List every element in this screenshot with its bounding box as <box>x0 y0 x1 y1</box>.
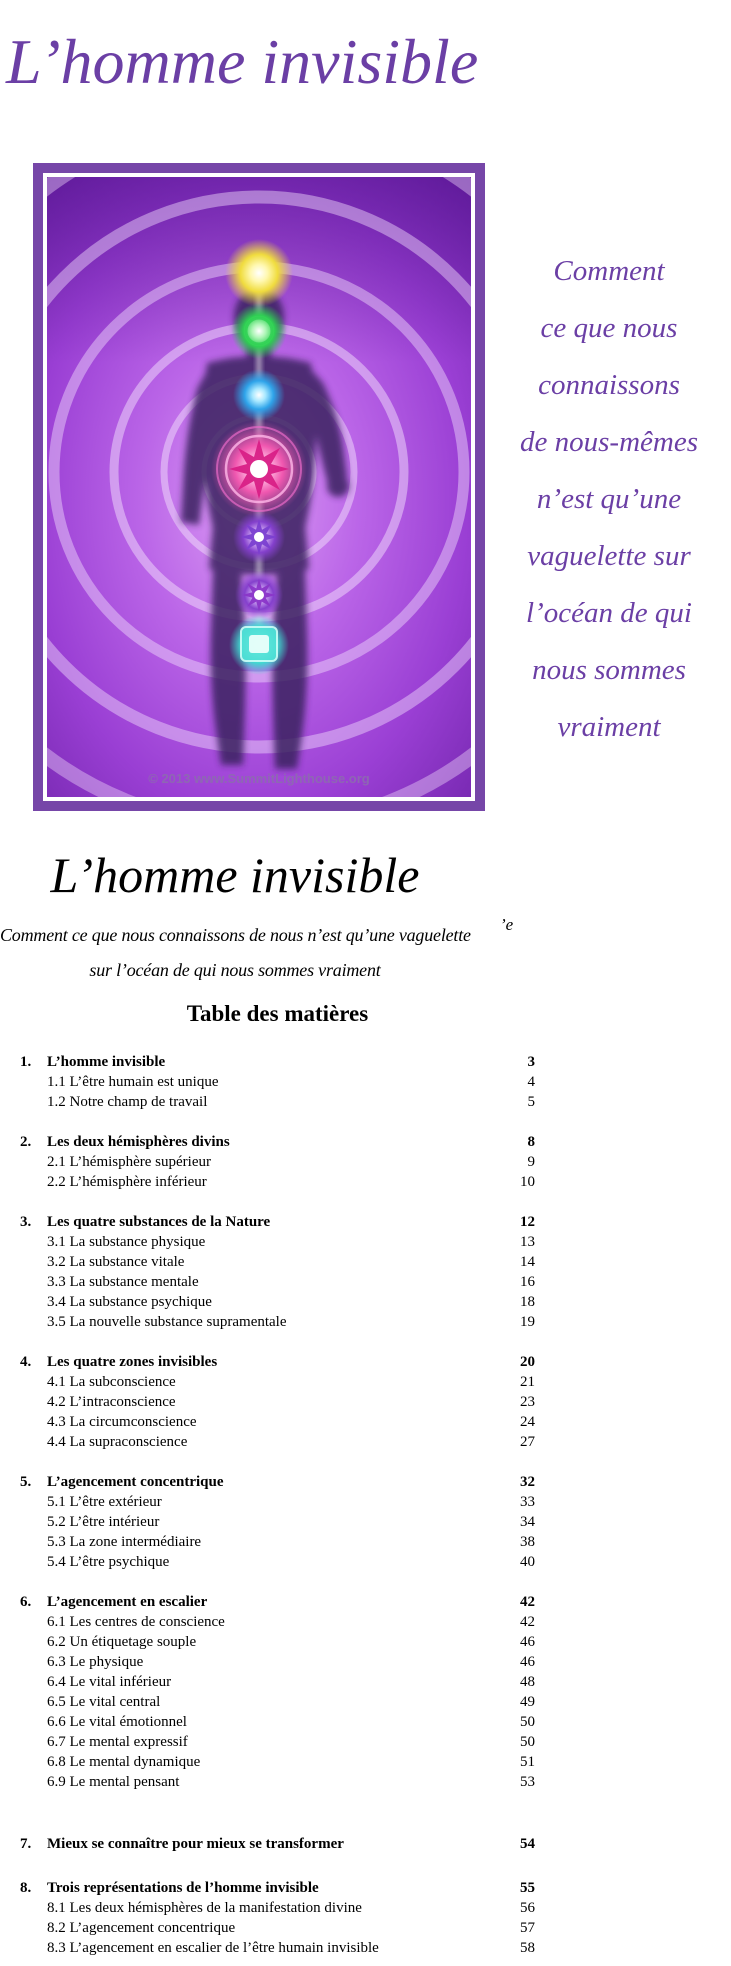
toc-page-number: 32 <box>520 1474 535 1490</box>
toc-page-number: 27 <box>520 1434 535 1450</box>
toc-entry-label: 1.2 Notre champ de travail <box>47 1094 208 1110</box>
side-quote-line: nous sommes <box>532 654 686 686</box>
page-title: L’homme invisible <box>6 26 479 97</box>
toc-entry-label: 6.5 Le vital central <box>47 1694 161 1710</box>
chakra-blue <box>233 369 285 421</box>
toc-section-title: L’agencement concentrique <box>47 1474 224 1490</box>
toc-page-number: 18 <box>520 1294 535 1310</box>
toc-entry <box>20 1652 535 1672</box>
chakra-solar <box>233 511 285 563</box>
toc-page-number: 53 <box>520 1774 535 1790</box>
toc-entry <box>20 1672 535 1692</box>
toc-entry-label: 6.3 Le physique <box>47 1654 144 1670</box>
toc-section-heading <box>20 1132 535 1152</box>
toc-entry <box>20 1172 535 1192</box>
toc-entry-label: 4.2 L’intraconscience <box>47 1394 176 1410</box>
toc-entry <box>20 1252 535 1272</box>
toc-section-number: 2. <box>20 1134 32 1150</box>
toc-page-number: 42 <box>520 1594 535 1610</box>
toc-section-number: 3. <box>20 1214 32 1230</box>
toc-entry-label: 6.4 Le vital inférieur <box>47 1674 172 1690</box>
chakra-crown <box>225 239 293 307</box>
toc-section-title: L’agencement en escalier <box>47 1594 208 1610</box>
toc-entry-label: 3.1 La substance physique <box>47 1234 206 1250</box>
toc-section <box>20 1592 535 1792</box>
toc-entry-label: 1.1 L’être humain est unique <box>47 1074 219 1090</box>
toc-title: Table des matières <box>186 1001 369 1026</box>
toc-section <box>20 1834 535 1854</box>
toc-entry <box>20 1732 535 1752</box>
toc-section <box>20 1472 535 1572</box>
toc-entry <box>20 1312 535 1332</box>
toc-entry <box>20 1532 535 1552</box>
toc-entry-label: 6.9 Le mental pensant <box>47 1774 180 1790</box>
toc-page-number: 50 <box>520 1714 535 1730</box>
toc-page-number: 24 <box>520 1414 535 1430</box>
toc-entry <box>20 1692 535 1712</box>
toc-page-number: 3 <box>527 1054 535 1070</box>
toc-entry-label: 6.1 Les centres de conscience <box>47 1614 225 1630</box>
toc-page-number: 34 <box>520 1514 535 1530</box>
toc-entry-label: 5.3 La zone intermédiaire <box>47 1534 202 1550</box>
subtitle-line-1: Comment ce que nous connaissons de nous n’est qu’une vaguelette <box>0 925 471 945</box>
toc-entry <box>20 1612 535 1632</box>
toc-page-number: 20 <box>520 1354 535 1370</box>
side-quote-line: vraiment <box>557 711 661 743</box>
toc-page-number: 40 <box>520 1554 535 1570</box>
toc-section-heading <box>20 1212 535 1232</box>
toc-page-number: 33 <box>520 1494 535 1510</box>
toc-entry-label: 8.3 L’agencement en escalier de l’être humain invisible <box>47 1940 379 1956</box>
side-quote-line: de nous-mêmes <box>520 426 698 458</box>
toc-section-title: Trois représentations de l’homme invisible <box>47 1880 319 1896</box>
toc-entry-label: 6.6 Le vital émotionnel <box>47 1714 187 1730</box>
toc-section-title: Mieux se connaître pour mieux se transformer <box>47 1836 344 1852</box>
chakra-green <box>231 303 287 359</box>
toc-entry <box>20 1938 535 1958</box>
toc-page-number: 42 <box>520 1614 535 1630</box>
toc-section <box>20 1352 535 1452</box>
toc-page-number: 38 <box>520 1534 535 1550</box>
toc-section-number: 5. <box>20 1474 32 1490</box>
toc-page-number: 49 <box>520 1694 535 1710</box>
toc-section-number: 7. <box>20 1836 32 1852</box>
toc-section <box>20 1052 535 1112</box>
toc-entry-label: 6.2 Un étiquetage souple <box>47 1634 197 1650</box>
toc-sections <box>20 1052 535 1958</box>
toc-entry-label: 3.3 La substance mentale <box>47 1274 199 1290</box>
toc-entry <box>20 1412 535 1432</box>
toc-entry <box>20 1092 535 1112</box>
toc-entry-label: 5.1 L’être extérieur <box>47 1494 162 1510</box>
chakra-sacral <box>235 571 283 619</box>
toc-entry <box>20 1392 535 1412</box>
cover-image-frame <box>33 163 485 811</box>
toc-section-title: L’homme invisible <box>47 1054 166 1070</box>
toc-entry-label: 4.4 La supraconscience <box>47 1434 188 1450</box>
table-of-contents <box>20 998 535 1958</box>
toc-page-number: 13 <box>520 1234 535 1250</box>
toc-entry <box>20 1232 535 1252</box>
toc-entry-label: 5.2 L’être intérieur <box>47 1514 160 1530</box>
toc-entry-label: 6.7 Le mental expressif <box>47 1734 188 1750</box>
toc-section-title: Les quatre zones invisibles <box>47 1354 218 1370</box>
toc-page-number: 14 <box>520 1254 535 1270</box>
side-quote-line: Comment <box>553 255 665 287</box>
side-quote-line: connaissons <box>538 369 680 401</box>
toc-page-number: 21 <box>520 1374 535 1390</box>
side-quote-line: l’océan de qui <box>526 597 692 629</box>
toc-entry <box>20 1152 535 1172</box>
toc-entry-label: 4.3 La circumconscience <box>47 1414 197 1430</box>
toc-page-number: 58 <box>520 1940 535 1956</box>
side-quote-line: ce que nous <box>540 312 678 344</box>
subtitle-line-2: sur l’océan de qui nous sommes vraiment <box>89 960 381 980</box>
toc-entry-label: 6.8 Le mental dynamique <box>47 1754 201 1770</box>
toc-entry-label: 3.4 La substance psychique <box>47 1294 212 1310</box>
toc-entry <box>20 1898 535 1918</box>
toc-entry <box>20 1072 535 1092</box>
toc-section <box>20 1132 535 1192</box>
toc-section <box>20 1878 535 1958</box>
side-quote-line: vaguelette sur <box>527 540 691 572</box>
toc-entry <box>20 1292 535 1312</box>
toc-entry <box>20 1632 535 1652</box>
toc-entry <box>20 1512 535 1532</box>
toc-page-number: 48 <box>520 1674 535 1690</box>
toc-page-number: 54 <box>520 1836 535 1852</box>
toc-section-heading <box>20 1472 535 1492</box>
toc-entry-label: 5.4 L’être psychique <box>47 1554 170 1570</box>
toc-page-number: 23 <box>520 1394 535 1410</box>
toc-entry-label: 2.1 L’hémisphère supérieur <box>47 1154 211 1170</box>
chakra-figure-image <box>47 177 471 797</box>
toc-section-number: 8. <box>20 1880 32 1896</box>
toc-section-title: Les deux hémisphères divins <box>47 1134 230 1150</box>
toc-page-number: 8 <box>527 1134 535 1150</box>
toc-section-heading <box>20 1352 535 1372</box>
stray-superscript: ’e <box>500 915 514 934</box>
toc-entry-label: 8.1 Les deux hémisphères de la manifestation divine <box>47 1900 362 1916</box>
toc-entry-label: 2.2 L’hémisphère inférieur <box>47 1174 207 1190</box>
toc-entry <box>20 1918 535 1938</box>
image-watermark: © 2013 www.SummitLighthouse.org <box>148 771 370 786</box>
toc-page-number: 9 <box>527 1154 535 1170</box>
toc-section-heading <box>20 1834 535 1854</box>
toc-page-number: 57 <box>520 1920 535 1936</box>
toc-page-number: 46 <box>520 1634 535 1650</box>
toc-page-number: 50 <box>520 1734 535 1750</box>
toc-entry-label: 4.1 La subconscience <box>47 1374 176 1390</box>
toc-entry <box>20 1492 535 1512</box>
toc-page-number: 16 <box>520 1274 535 1290</box>
toc-section-number: 4. <box>20 1354 32 1370</box>
toc-section-heading <box>20 1052 535 1072</box>
book-title: L’homme invisible <box>50 847 420 903</box>
toc-section-heading <box>20 1878 535 1898</box>
toc-page-number: 51 <box>520 1754 535 1770</box>
toc-entry-label: 8.2 L’agencement concentrique <box>47 1920 236 1936</box>
toc-section <box>20 1212 535 1332</box>
toc-page-number: 56 <box>520 1900 535 1916</box>
toc-entry-label: 3.5 La nouvelle substance supramentale <box>47 1314 287 1330</box>
toc-page-number: 19 <box>520 1314 535 1330</box>
toc-section-number: 1. <box>20 1054 32 1070</box>
side-quote-line: n’est qu’une <box>536 483 682 515</box>
toc-entry <box>20 1552 535 1572</box>
toc-entry <box>20 1712 535 1732</box>
toc-page-number: 4 <box>527 1074 535 1090</box>
toc-section-title: Les quatre substances de la Nature <box>47 1214 271 1230</box>
toc-entry <box>20 1432 535 1452</box>
toc-entry-label: 3.2 La substance vitale <box>47 1254 185 1270</box>
toc-entry <box>20 1772 535 1792</box>
toc-entry <box>20 1272 535 1292</box>
side-quote <box>487 243 731 756</box>
chakra-base-square <box>229 615 289 675</box>
toc-section-number: 6. <box>20 1594 32 1610</box>
toc-entry <box>20 1752 535 1772</box>
toc-page-number: 5 <box>527 1094 535 1110</box>
chakra-heart <box>211 421 307 517</box>
toc-page-number: 10 <box>520 1174 535 1190</box>
toc-section-heading <box>20 1592 535 1612</box>
toc-page-number: 46 <box>520 1654 535 1670</box>
toc-page-number: 55 <box>520 1880 535 1896</box>
toc-page-number: 12 <box>520 1214 535 1230</box>
toc-entry <box>20 1372 535 1392</box>
